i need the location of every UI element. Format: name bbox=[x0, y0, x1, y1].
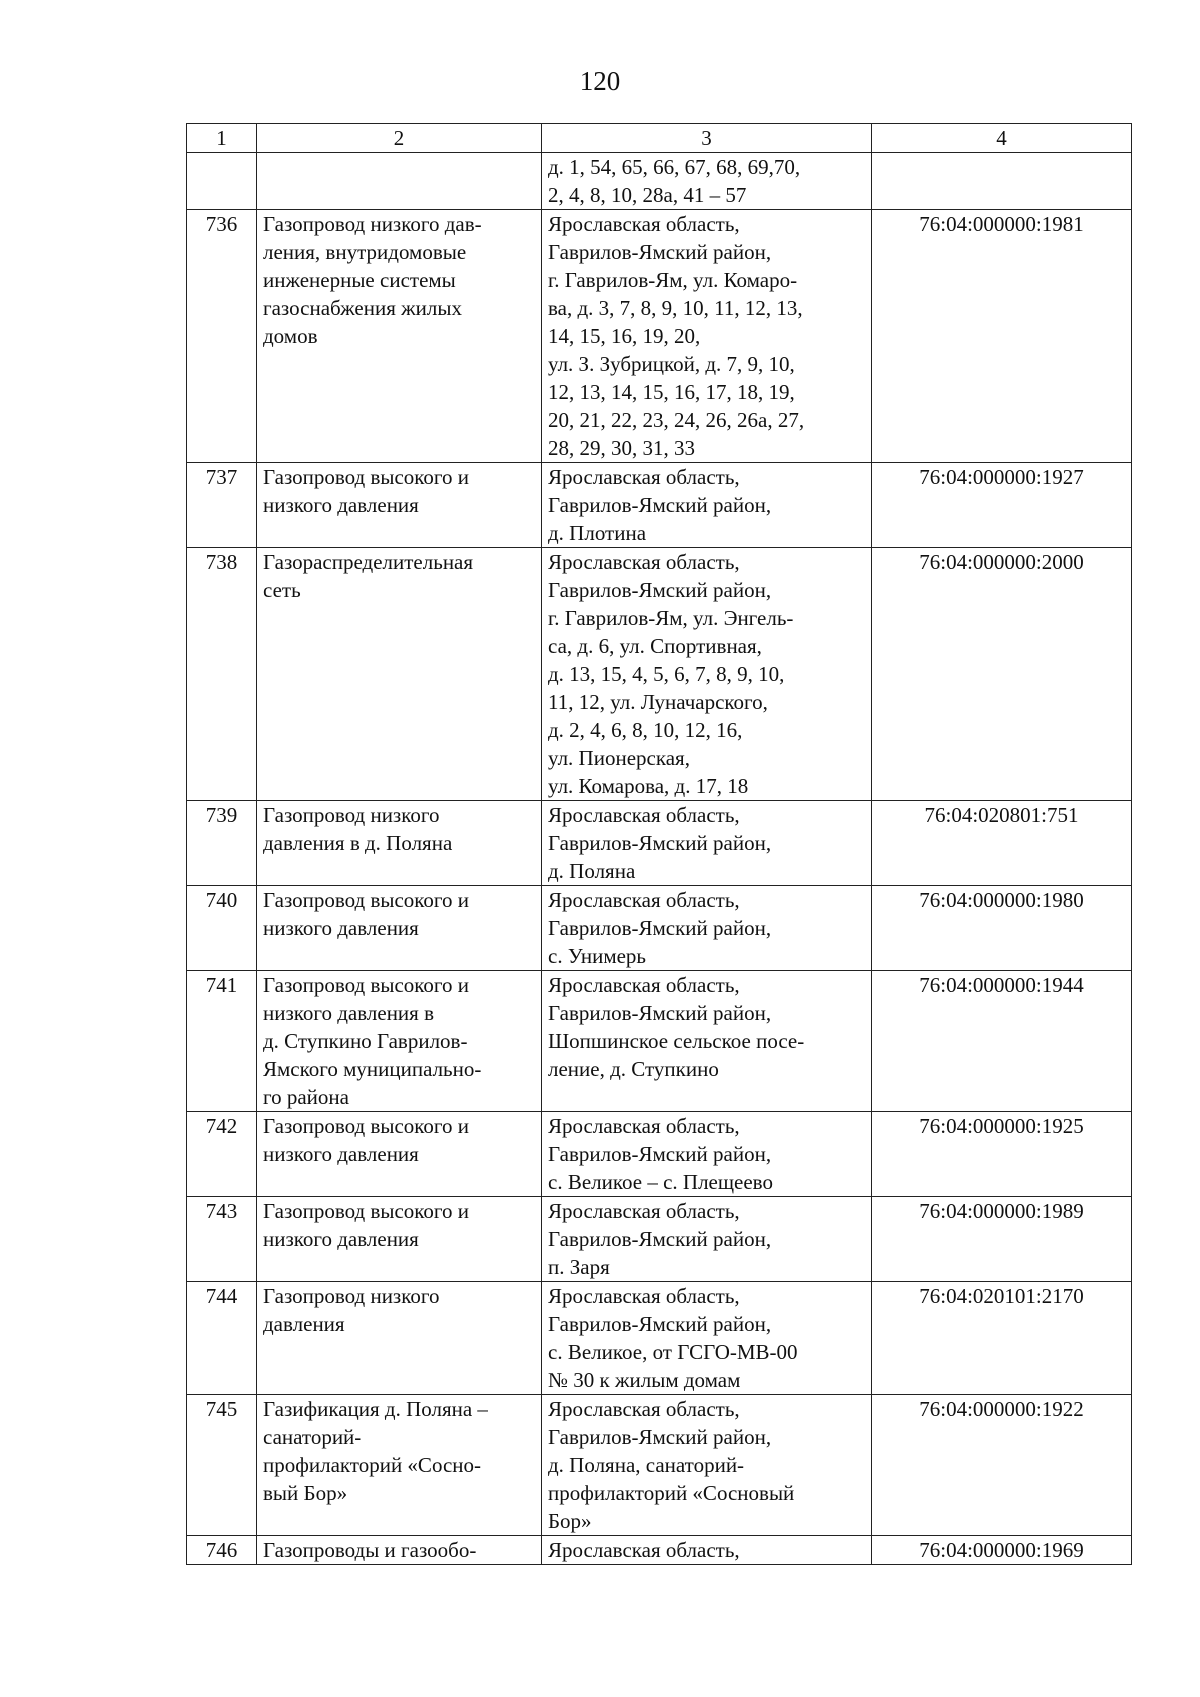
row-number: 737 bbox=[187, 463, 257, 548]
table-row bbox=[187, 1197, 1132, 1282]
object-name-line: д. Ступкино Гаврилов- bbox=[263, 1029, 468, 1053]
object-name bbox=[257, 801, 542, 886]
object-address-line: ул. Комарова, д. 17, 18 bbox=[548, 774, 749, 798]
object-name-line: Ямского муниципально- bbox=[263, 1057, 482, 1081]
object-address bbox=[542, 1282, 872, 1395]
row-number: 744 bbox=[187, 1282, 257, 1395]
object-address bbox=[542, 1197, 872, 1282]
object-address-line: с. Унимерь bbox=[548, 944, 647, 968]
table-row bbox=[187, 463, 1132, 548]
row-number: 741 bbox=[187, 971, 257, 1112]
object-name-line: го района bbox=[263, 1085, 349, 1109]
table-row bbox=[187, 886, 1132, 971]
object-name bbox=[257, 210, 542, 463]
object-address-line: Ярославская область, bbox=[548, 212, 740, 236]
object-name bbox=[257, 1282, 542, 1395]
column-header-3: 3 bbox=[542, 124, 872, 153]
object-address-line: ление, д. Ступкино bbox=[548, 1057, 719, 1081]
row-number: 740 bbox=[187, 886, 257, 971]
object-address-line: 12, 13, 14, 15, 16, 17, 18, 19, bbox=[548, 380, 795, 404]
table-row bbox=[187, 153, 1132, 210]
cadastral-number: 76:04:000000:1944 bbox=[872, 971, 1132, 1112]
object-address-line: Гаврилов-Ямский район, bbox=[548, 578, 772, 602]
header-row bbox=[187, 124, 1132, 153]
object-address-line: Ярославская область, bbox=[548, 550, 740, 574]
object-name-line: Газопровод высокого и bbox=[263, 888, 470, 912]
object-name bbox=[257, 548, 542, 801]
object-name bbox=[257, 463, 542, 548]
row-number: 738 bbox=[187, 548, 257, 801]
object-name-line: низкого давления в bbox=[263, 1001, 434, 1025]
object-address-line: Шопшинское сельское посе- bbox=[548, 1029, 805, 1053]
object-address-line: Ярославская область, bbox=[548, 1284, 740, 1308]
table-row bbox=[187, 971, 1132, 1112]
object-name-line: санаторий- bbox=[263, 1425, 362, 1449]
object-address-line: п. Заря bbox=[548, 1255, 610, 1279]
object-address-line: 20, 21, 22, 23, 24, 26, 26а, 27, bbox=[548, 408, 805, 432]
object-address bbox=[542, 801, 872, 886]
object-address-line: Гаврилов-Ямский район, bbox=[548, 493, 772, 517]
table-body bbox=[187, 153, 1132, 1565]
cadastral-number: 76:04:020101:2170 bbox=[872, 1282, 1132, 1395]
object-address-line: Гаврилов-Ямский район, bbox=[548, 831, 772, 855]
object-address bbox=[542, 886, 872, 971]
object-address-line: с. Великое, от ГСГО-МВ-00 bbox=[548, 1340, 798, 1364]
column-header-2: 2 bbox=[257, 124, 542, 153]
object-address bbox=[542, 971, 872, 1112]
object-address-line: Гаврилов-Ямский район, bbox=[548, 1227, 772, 1251]
object-name-line: низкого давления bbox=[263, 1142, 419, 1166]
object-name-line: Газификация д. Поляна – bbox=[263, 1397, 488, 1421]
object-address-line: г. Гаврилов-Ям, ул. Энгель- bbox=[548, 606, 794, 630]
object-address-line: Ярославская область, bbox=[548, 1397, 740, 1421]
object-address-line: г. Гаврилов-Ям, ул. Комаро- bbox=[548, 268, 798, 292]
object-address-line: д. Поляна, санаторий- bbox=[548, 1453, 745, 1477]
object-address-line: Ярославская область, bbox=[548, 973, 740, 997]
table-row bbox=[187, 1395, 1132, 1536]
object-name bbox=[257, 1536, 542, 1565]
object-address bbox=[542, 153, 872, 210]
object-address-line: Гаврилов-Ямский район, bbox=[548, 1312, 772, 1336]
object-address-line: 14, 15, 16, 19, 20, bbox=[548, 324, 701, 348]
object-name-line: профилакторий «Сосно- bbox=[263, 1453, 482, 1477]
object-address-line: Ярославская область, bbox=[548, 465, 740, 489]
object-name-line: давления в д. Поляна bbox=[263, 831, 453, 855]
object-address-line: Гаврилов-Ямский район, bbox=[548, 240, 772, 264]
object-name-line: сеть bbox=[263, 578, 301, 602]
column-header-1: 1 bbox=[187, 124, 257, 153]
object-name-line: Газораспределительная bbox=[263, 550, 474, 574]
table-header bbox=[187, 124, 1132, 153]
object-name-line: Газопроводы и газообо- bbox=[263, 1538, 477, 1562]
object-name-line: Газопровод высокого и bbox=[263, 465, 470, 489]
object-name-line: домов bbox=[263, 324, 318, 348]
object-address-line: Ярославская область, bbox=[548, 888, 740, 912]
object-name-line: газоснабжения жилых bbox=[263, 296, 462, 320]
object-name-line: низкого давления bbox=[263, 916, 419, 940]
object-address-line: Гаврилов-Ямский район, bbox=[548, 1425, 772, 1449]
object-address-line: Гаврилов-Ямский район, bbox=[548, 1142, 772, 1166]
table-row bbox=[187, 210, 1132, 463]
table-row bbox=[187, 548, 1132, 801]
object-address bbox=[542, 463, 872, 548]
object-address-line: профилакторий «Сосновый bbox=[548, 1481, 795, 1505]
cadastral-number: 76:04:000000:1980 bbox=[872, 886, 1132, 971]
object-address bbox=[542, 1536, 872, 1565]
row-number: 746 bbox=[187, 1536, 257, 1565]
object-name-line: ления, внутридомовые bbox=[263, 240, 467, 264]
object-name-line: Газопровод низкого bbox=[263, 803, 440, 827]
cadastral-number: 76:04:020801:751 bbox=[872, 801, 1132, 886]
cadastral-number: 76:04:000000:1927 bbox=[872, 463, 1132, 548]
object-name-line: низкого давления bbox=[263, 1227, 419, 1251]
object-address-line: са, д. 6, ул. Спортивная, bbox=[548, 634, 762, 658]
object-name-line: давления bbox=[263, 1312, 345, 1336]
object-name-line: вый Бор» bbox=[263, 1481, 348, 1505]
row-number: 739 bbox=[187, 801, 257, 886]
object-address bbox=[542, 1112, 872, 1197]
object-address-line: д. 2, 4, 6, 8, 10, 12, 16, bbox=[548, 718, 743, 742]
object-name-line: Газопровод высокого и bbox=[263, 1114, 470, 1138]
row-number: 743 bbox=[187, 1197, 257, 1282]
object-address bbox=[542, 1395, 872, 1536]
object-address bbox=[542, 210, 872, 463]
table-row bbox=[187, 1112, 1132, 1197]
object-address-line: Ярославская область, bbox=[548, 1114, 740, 1138]
object-name bbox=[257, 153, 542, 210]
row-number: 736 bbox=[187, 210, 257, 463]
object-name-line: низкого давления bbox=[263, 493, 419, 517]
cadastral-number: 76:04:000000:1925 bbox=[872, 1112, 1132, 1197]
object-address-line: ул. З. Зубрицкой, д. 7, 9, 10, bbox=[548, 352, 795, 376]
object-name-line: Газопровод высокого и bbox=[263, 973, 470, 997]
object-address-line: ул. Пионерская, bbox=[548, 746, 690, 770]
row-number: 745 bbox=[187, 1395, 257, 1536]
object-address-line: Ярославская область, bbox=[548, 1199, 740, 1223]
table-row bbox=[187, 801, 1132, 886]
object-address-line: с. Великое – с. Плещеево bbox=[548, 1170, 773, 1194]
object-address-line: Бор» bbox=[548, 1509, 592, 1533]
object-name bbox=[257, 886, 542, 971]
object-name bbox=[257, 1395, 542, 1536]
column-header-4: 4 bbox=[872, 124, 1132, 153]
object-address-line: ва, д. 3, 7, 8, 9, 10, 11, 12, 13, bbox=[548, 296, 803, 320]
object-address-line: 11, 12, ул. Луначарского, bbox=[548, 690, 768, 714]
object-address-line: № 30 к жилым домам bbox=[548, 1368, 741, 1392]
object-name-line: Газопровод низкого bbox=[263, 1284, 440, 1308]
object-address-line: Ярославская область, bbox=[548, 803, 740, 827]
object-address bbox=[542, 548, 872, 801]
page-number: 120 bbox=[579, 66, 621, 96]
registry-table bbox=[186, 123, 1132, 1565]
cadastral-number: 76:04:000000:1981 bbox=[872, 210, 1132, 463]
object-address-line: д. 1, 54, 65, 66, 67, 68, 69,70, bbox=[548, 155, 801, 179]
table-row bbox=[187, 1536, 1132, 1565]
object-address-line: Гаврилов-Ямский район, bbox=[548, 1001, 772, 1025]
object-name-line: Газопровод высокого и bbox=[263, 1199, 470, 1223]
object-address-line: д. Поляна bbox=[548, 859, 636, 883]
cadastral-number: 76:04:000000:1922 bbox=[872, 1395, 1132, 1536]
object-name-line: Газопровод низкого дав- bbox=[263, 212, 482, 236]
object-address-line: д. 13, 15, 4, 5, 6, 7, 8, 9, 10, bbox=[548, 662, 785, 686]
table-row bbox=[187, 1282, 1132, 1395]
cadastral-number: 76:04:000000:2000 bbox=[872, 548, 1132, 801]
object-name bbox=[257, 1112, 542, 1197]
object-address-line: д. Плотина bbox=[548, 521, 647, 545]
cadastral-number: 76:04:000000:1969 bbox=[872, 1536, 1132, 1565]
object-address-line: Гаврилов-Ямский район, bbox=[548, 916, 772, 940]
object-address-line: Ярославская область, bbox=[548, 1538, 740, 1562]
row-number bbox=[187, 153, 257, 210]
object-name bbox=[257, 1197, 542, 1282]
object-name-line: инженерные системы bbox=[263, 268, 456, 292]
cadastral-number bbox=[872, 153, 1132, 210]
cadastral-number: 76:04:000000:1989 bbox=[872, 1197, 1132, 1282]
object-address-line: 2, 4, 8, 10, 28а, 41 – 57 bbox=[548, 183, 747, 207]
object-address-line: 28, 29, 30, 31, 33 bbox=[548, 436, 695, 460]
object-name bbox=[257, 971, 542, 1112]
row-number: 742 bbox=[187, 1112, 257, 1197]
